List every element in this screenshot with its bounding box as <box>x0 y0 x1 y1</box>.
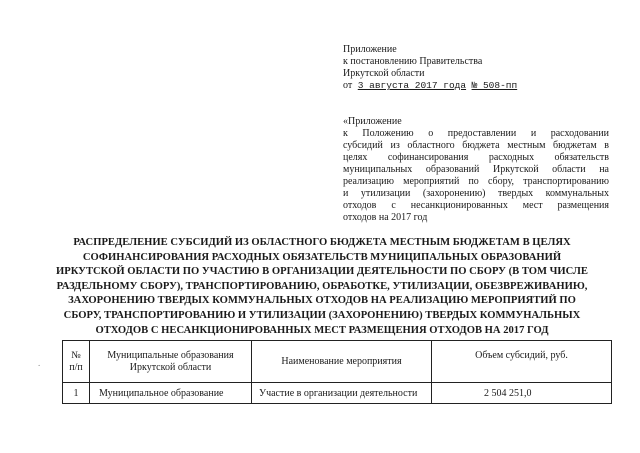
header-municipality-line1: Муниципальные образования <box>107 349 234 361</box>
inner-appendix-line: и утилизации (захоронению) твердых коммунальных <box>343 188 609 199</box>
row-amount: 2 504 251,0 <box>432 383 612 404</box>
subsidy-table <box>62 340 612 404</box>
document-title <box>52 236 592 338</box>
table-row <box>63 383 612 404</box>
inner-appendix-line: реализацию мероприятий по сбору, транспортированию <box>343 176 609 187</box>
appendix-header-line2: к постановлению Правительства <box>343 56 483 67</box>
header-event: Наименование мероприятия <box>252 341 432 383</box>
appendix-header-line1: Приложение <box>343 44 397 55</box>
appendix-date-line <box>343 80 517 92</box>
row-event: Участие в организации деятельности <box>252 383 432 404</box>
header-municipality <box>90 341 252 383</box>
title-line: ЗАХОРОНЕНИЮ ТВЕРДЫХ КОММУНАЛЬНЫХ ОТХОДОВ НА РЕАЛИЗАЦИЮ МЕРОПРИЯТИЙ ПО <box>68 295 576 307</box>
title-line: ИРКУТСКОЙ ОБЛАСТИ ПО УЧАСТИЮ В ОРГАНИЗАЦИИ ДЕЯТЕЛЬНОСТИ ПО СБОРУ (В ТОМ ЧИСЛЕ <box>55 266 588 278</box>
inner-appendix-line: к Положению о предоставлении и расходовании <box>343 128 609 139</box>
title-line: СБОРУ, ТРАНСПОРТИРОВАНИЮ И УТИЛИЗАЦИИ (ЗАХОРОНЕНИЮ) ТВЕРДЫХ КОММУНАЛЬНЫХ <box>63 309 581 321</box>
title-line: ОТХОДОВ С НЕСАНКЦИОНИРОВАННЫХ МЕСТ РАЗМЕЩЕНИЯ ОТХОДОВ НА 2017 ГОД <box>95 324 549 336</box>
title-line: РАСПРЕДЕЛЕНИЕ СУБСИДИЙ ИЗ ОБЛАСТНОГО БЮДЖЕТА МЕСТНЫМ БЮДЖЕТАМ В ЦЕЛЯХ <box>73 237 571 248</box>
inner-appendix-body <box>343 128 609 224</box>
inner-appendix-title: «Приложение <box>343 116 402 127</box>
header-amount: Объем субсидий, руб. <box>432 341 612 383</box>
inner-appendix-line: отходов на 2017 год <box>343 212 428 223</box>
inner-appendix-line: целях софинансирования расходных обязательств <box>343 152 609 163</box>
title-line: РАЗДЕЛЬНОМУ СБОРУ), ТРАНСПОРТИРОВАНИЮ, ОБРАБОТКЕ, УТИЛИЗАЦИИ, ОБЕЗВРЕЖИВАНИЮ, <box>56 280 588 292</box>
resolution-number: № 508-пп <box>471 80 518 91</box>
margin-mark: . <box>38 358 41 368</box>
header-municipality-line2: Иркутской области <box>129 361 212 373</box>
inner-appendix-line: муниципальных образований Иркутской области на <box>343 164 609 175</box>
inner-appendix-line: субсидий из областного бюджета местным бюджетам в <box>343 140 609 151</box>
date-prefix: от <box>343 80 353 91</box>
header-num-label: п/п <box>69 361 83 373</box>
header-num <box>63 341 90 383</box>
date-value: 3 августа 2017 года <box>357 80 467 91</box>
inner-appendix-line: отходов с несанкционированных мест размещения <box>343 200 609 211</box>
title-line: СОФИНАНСИРОВАНИЯ РАСХОДНЫХ ОБЯЗАТЕЛЬСТВ МУНИЦИПАЛЬНЫХ ОБРАЗОВАНИЙ <box>82 251 562 263</box>
row-municipality: Муниципальное образование <box>90 383 252 404</box>
appendix-header-line3: Иркутской области <box>343 68 425 79</box>
row-num: 1 <box>63 383 90 404</box>
table-header-row <box>63 341 612 383</box>
header-num-symbol: № <box>71 349 81 361</box>
